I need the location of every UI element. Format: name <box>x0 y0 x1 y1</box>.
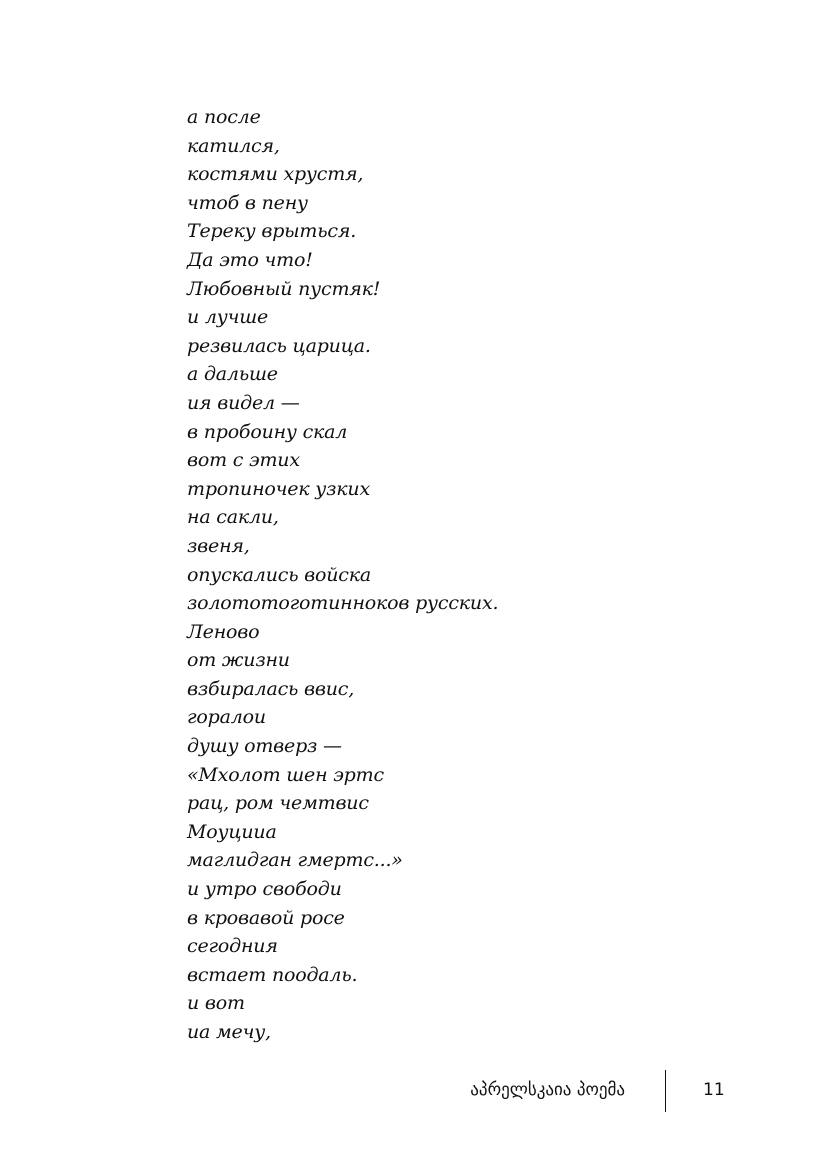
poem-line: рац, ром чемтвис <box>187 792 369 815</box>
poem-line: ия видел — <box>187 391 300 414</box>
poem-line: а дальше <box>187 363 278 386</box>
poem-line: иа мечу, <box>187 1021 271 1043</box>
poem-line: костями хрустя, <box>187 163 364 186</box>
page-number: 11 <box>703 1080 725 1100</box>
poem-line: на сакли, <box>187 506 279 529</box>
poem-line: а после <box>187 106 261 128</box>
poem-line: «Мхолот шен эртс <box>187 763 384 786</box>
poem-line: опускались войска <box>187 563 372 586</box>
poem-line: и лучше <box>187 306 269 329</box>
running-footer-title: აპრელსკაია პოემა <box>470 1080 625 1100</box>
poem-line: Да это что! <box>187 248 313 271</box>
poem-line: Тереку врыться. <box>187 220 357 243</box>
poem-line: душу отверз — <box>187 735 342 758</box>
poem-line: встает поодаль. <box>187 963 358 986</box>
poem-line: маглидган гмертс...» <box>187 849 403 872</box>
poem-line: сегодния <box>187 935 278 958</box>
poem-line: в пробоину скал <box>187 420 348 443</box>
footer-divider <box>665 1070 666 1112</box>
poem-text <box>187 103 498 1047</box>
poem-line: Моуцииа <box>187 820 277 843</box>
poem-line: Леново <box>187 620 260 643</box>
poem-line: взбиралась ввис, <box>187 677 355 700</box>
poem-line: тропиночек узких <box>187 477 370 500</box>
poem-line: катился, <box>187 134 280 157</box>
poem-line: вот с этих <box>187 449 300 472</box>
poem-line: чтоб в пену <box>187 191 308 214</box>
poem-line: звеня, <box>187 534 250 557</box>
poem-line: и вот <box>187 992 245 1015</box>
poem-line: от жизни <box>187 649 290 672</box>
poem-line: горалои <box>187 706 266 729</box>
poem-line: и утро свободи <box>187 878 342 901</box>
poem-line: в кровавой росе <box>187 906 345 929</box>
poem-line: золототоготинноков русских. <box>187 592 499 615</box>
poem-line: резвилась царица. <box>187 334 371 357</box>
poem-line: Любовный пустяк! <box>187 277 381 300</box>
